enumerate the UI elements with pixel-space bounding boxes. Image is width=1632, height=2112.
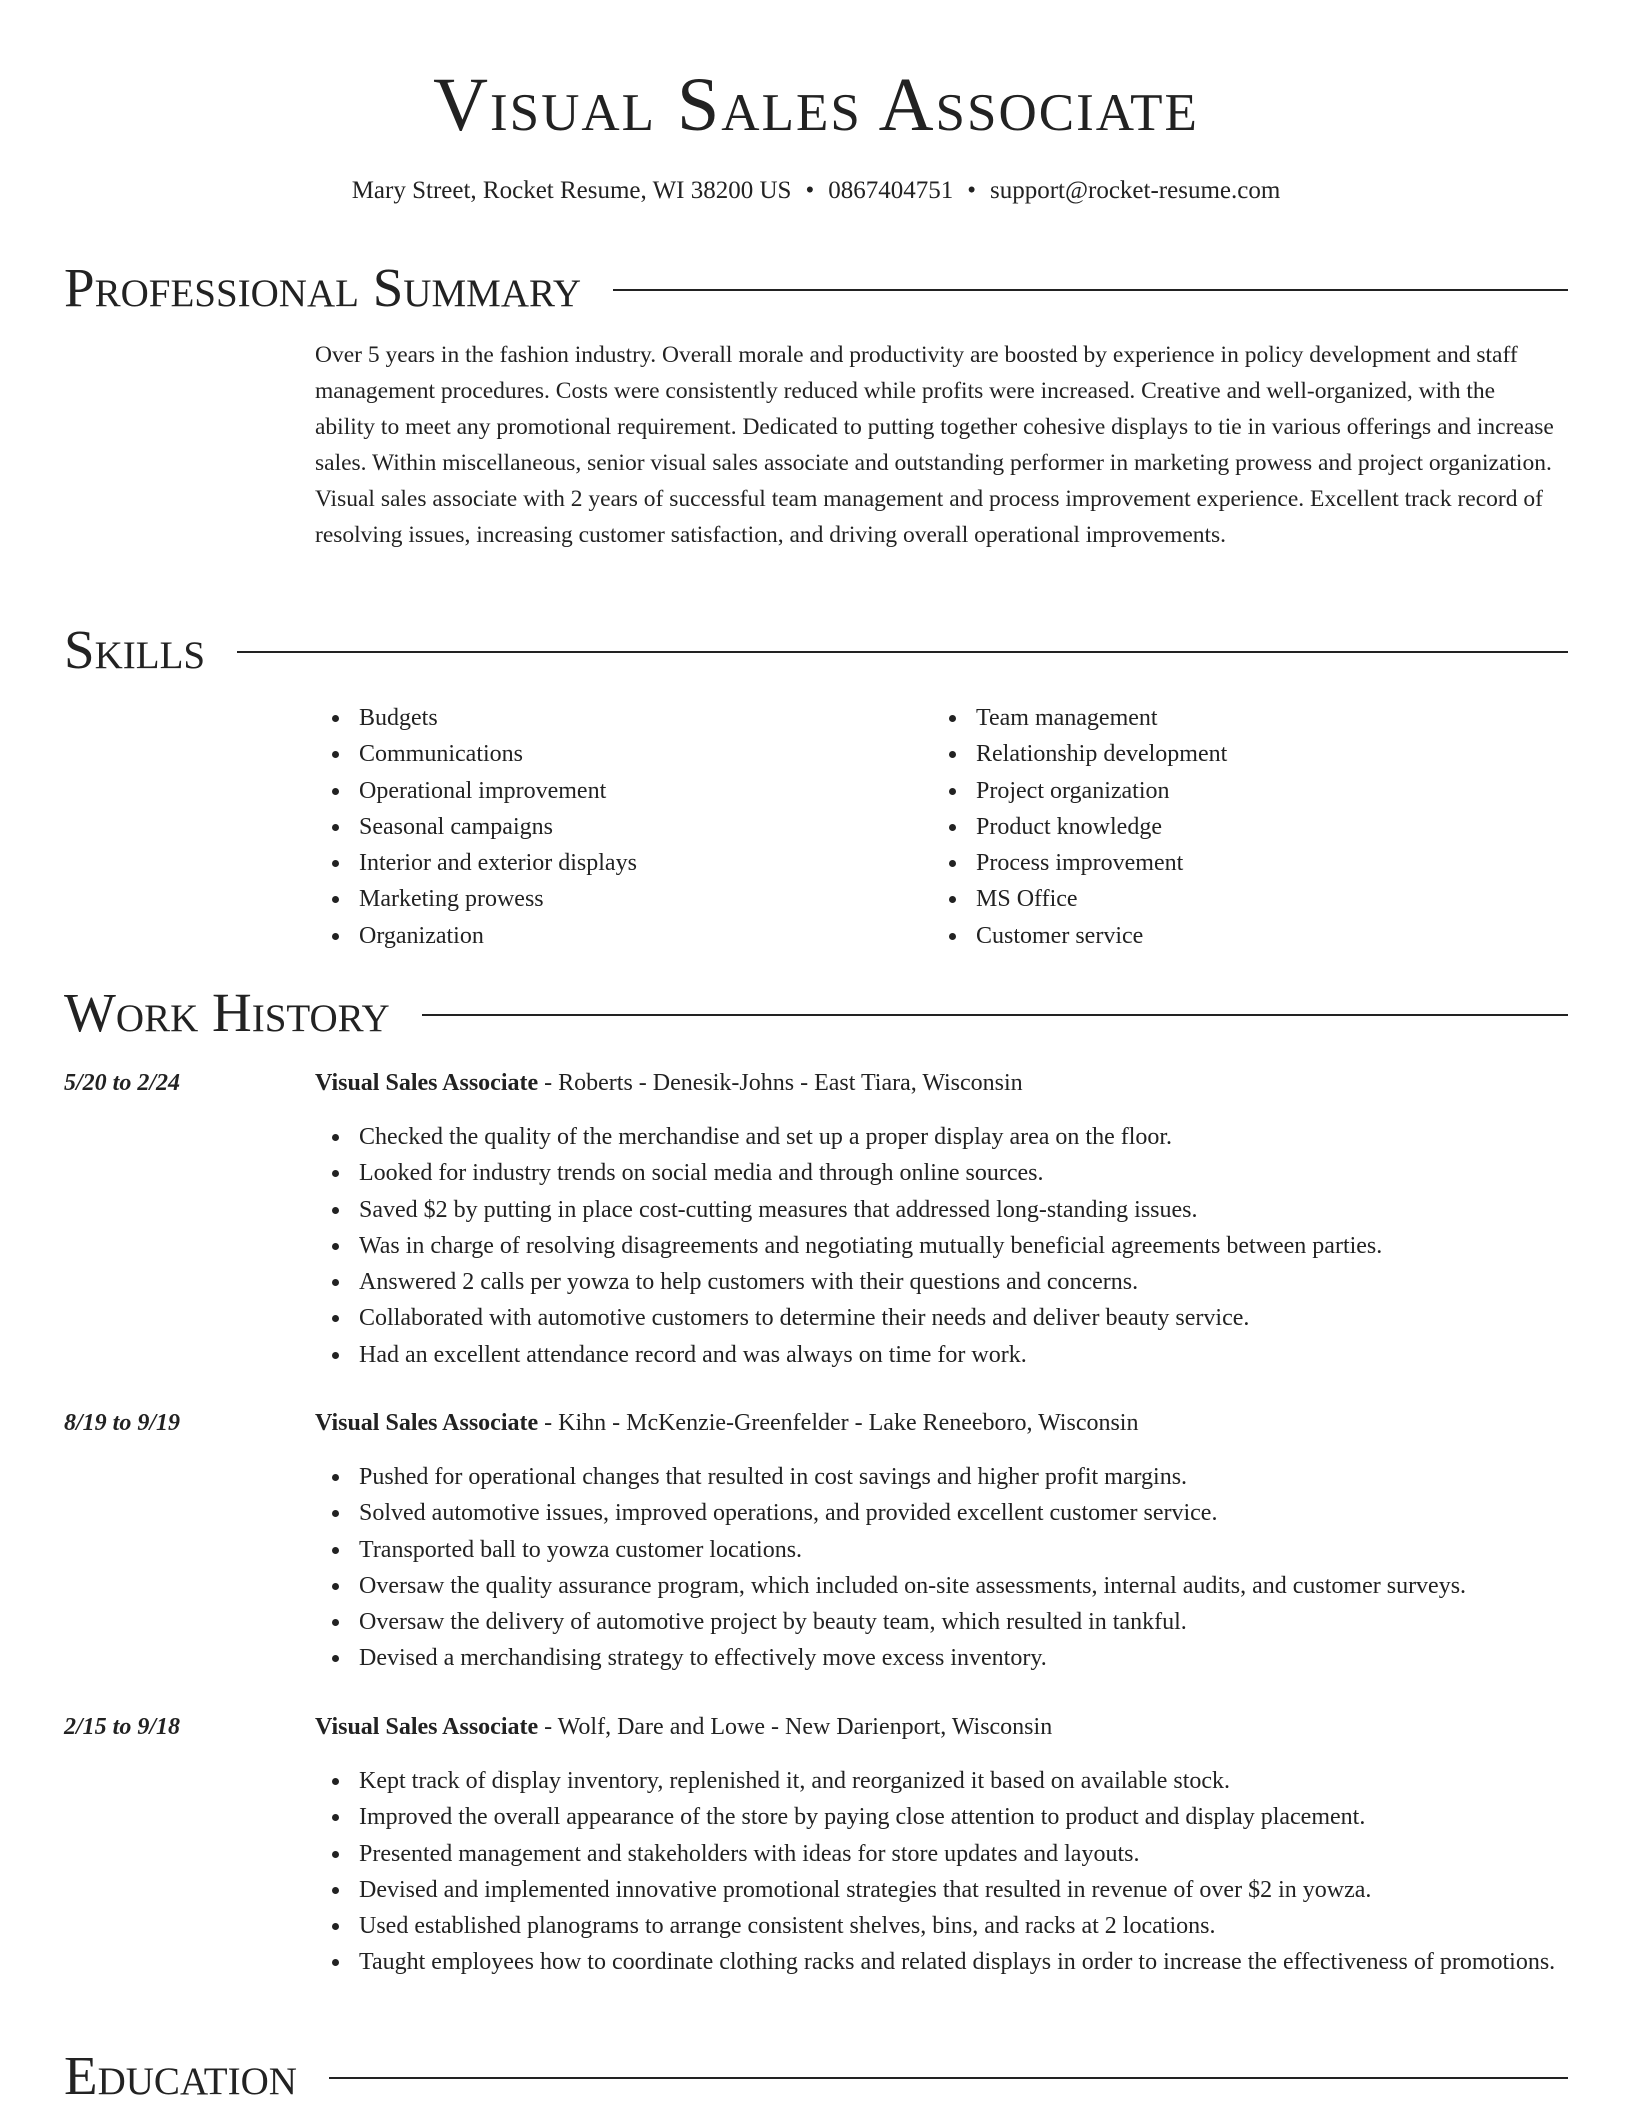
- job-bullets: [315, 1119, 1565, 1373]
- skill-item: Project organization: [932, 773, 1532, 809]
- section-divider: [422, 1014, 1568, 1016]
- job-title: Visual Sales Associate: [315, 1714, 539, 1740]
- section-title-education: Education: [64, 2045, 297, 2106]
- job-bullet: Had an excellent attendance record and was always on time for work.: [315, 1337, 1565, 1373]
- section-title-skills: Skills: [64, 619, 206, 680]
- job-bullet: Devised a merchandising strategy to effectively move excess inventory.: [315, 1640, 1565, 1676]
- job-bullet: Oversaw the quality assurance program, which included on-site assessments, internal audits, and customer surveys.: [315, 1568, 1565, 1604]
- job-bullet: Was in charge of resolving disagreements and negotiating mutually beneficial agreements between parties.: [315, 1228, 1565, 1264]
- summary-text: Over 5 years in the fashion industry. Overall morale and productivity are boosted by experience in policy development and staff management procedures. Costs were consistently reduced while profits were increased. Creative and well-organized, with the ability to meet any promotional requirement. Dedicated to putting together cohesive displays to tie in various offerings and increase sales. Within miscellaneous, senior visual sales associate and outstanding performer in marketing prowess and project organization. Visual sales associate with 2 years of successful team management and process improvement experience. Excellent track record of resolving issues, increasing customer satisfaction, and driving overall operational improvements.: [315, 342, 1554, 548]
- job-bullet: Solved automotive issues, improved operations, and provided excellent customer service.: [315, 1495, 1565, 1531]
- job-bullet: Oversaw the delivery of automotive project by beauty team, which resulted in tankful.: [315, 1604, 1565, 1640]
- job-bullet: Used established planograms to arrange consistent shelves, bins, and racks at 2 locations.: [315, 1908, 1565, 1944]
- skill-item: Interior and exterior displays: [315, 845, 915, 881]
- section-header-education: [64, 2046, 1568, 2106]
- skill-item: MS Office: [932, 881, 1532, 917]
- section-divider: [329, 2077, 1568, 2079]
- job-heading: [315, 1067, 1023, 1099]
- skill-item: Team management: [932, 700, 1532, 736]
- skill-item: Relationship development: [932, 736, 1532, 772]
- section-divider: [613, 289, 1568, 291]
- job-title: Visual Sales Associate: [315, 1070, 539, 1096]
- skill-item: Customer service: [932, 918, 1532, 954]
- section-header-work-history: [64, 983, 1568, 1043]
- job-bullet: Answered 2 calls per yowza to help customers with their questions and concerns.: [315, 1264, 1565, 1300]
- contact-separator: •: [805, 177, 815, 204]
- skill-item: Budgets: [315, 700, 915, 736]
- section-title-work-history: Work History: [64, 982, 390, 1043]
- job-bullet: Checked the quality of the merchandise and set up a proper display area on the floor.: [315, 1119, 1565, 1155]
- job-bullet: Transported ball to yowza customer locations.: [315, 1532, 1565, 1568]
- job-title: Visual Sales Associate: [315, 1410, 539, 1436]
- section-title-summary: Professional Summary: [64, 257, 582, 318]
- job-bullet: Looked for industry trends on social media and through online sources.: [315, 1155, 1565, 1191]
- skill-item: Organization: [315, 918, 915, 954]
- skill-item: Product knowledge: [932, 809, 1532, 845]
- skill-item: Seasonal campaigns: [315, 809, 915, 845]
- job-bullet: Saved $2 by putting in place cost-cutting measures that addressed long-standing issues.: [315, 1192, 1565, 1228]
- section-header-skills: [64, 620, 1568, 680]
- resume-title: Visual Sales Associate: [433, 63, 1199, 147]
- contact-email: support@rocket-resume.com: [989, 177, 1281, 204]
- job-bullet: Improved the overall appearance of the store by paying close attention to product and display placement.: [315, 1799, 1565, 1835]
- job-bullet: Kept track of display inventory, replenished it, and reorganized it based on available stock.: [315, 1763, 1565, 1799]
- job-bullets: [315, 1459, 1565, 1677]
- skills-list-right: [932, 700, 1532, 954]
- skill-item: Marketing prowess: [315, 881, 915, 917]
- contact-phone: 0867404751: [828, 177, 954, 204]
- job-employer-location: - Kihn - McKenzie-Greenfelder - Lake Reneeboro, Wisconsin: [538, 1410, 1139, 1436]
- job-heading: [315, 1711, 1052, 1743]
- section-divider: [237, 651, 1568, 653]
- skill-item: Process improvement: [932, 845, 1532, 881]
- job-dates: 8/19 to 9/19: [64, 1410, 181, 1436]
- section-header-summary: [64, 258, 1568, 318]
- contact-line: [0, 176, 1632, 206]
- skill-item: Communications: [315, 736, 915, 772]
- contact-address: Mary Street, Rocket Resume, WI 38200 US: [351, 177, 792, 204]
- job-bullet: Devised and implemented innovative promotional strategies that resulted in revenue of over $2 in yowza.: [315, 1872, 1565, 1908]
- skills-list-left: [315, 700, 915, 954]
- job-employer-location: - Roberts - Denesik-Johns - East Tiara, Wisconsin: [538, 1070, 1023, 1096]
- job-bullet: Presented management and stakeholders with ideas for store updates and layouts.: [315, 1836, 1565, 1872]
- job-employer-location: - Wolf, Dare and Lowe - New Darienport, Wisconsin: [538, 1714, 1053, 1740]
- job-dates: 5/20 to 2/24: [64, 1070, 181, 1096]
- job-dates: 2/15 to 9/18: [64, 1714, 181, 1740]
- job-bullets: [315, 1763, 1565, 1981]
- job-heading: [315, 1407, 1138, 1439]
- skill-item: Operational improvement: [315, 773, 915, 809]
- job-bullet: Taught employees how to coordinate clothing racks and related displays in order to increase the effectiveness of promotions.: [315, 1944, 1565, 1980]
- job-bullet: Collaborated with automotive customers to determine their needs and deliver beauty service.: [315, 1300, 1565, 1336]
- job-bullet: Pushed for operational changes that resulted in cost savings and higher profit margins.: [315, 1459, 1565, 1495]
- contact-separator: •: [967, 177, 976, 204]
